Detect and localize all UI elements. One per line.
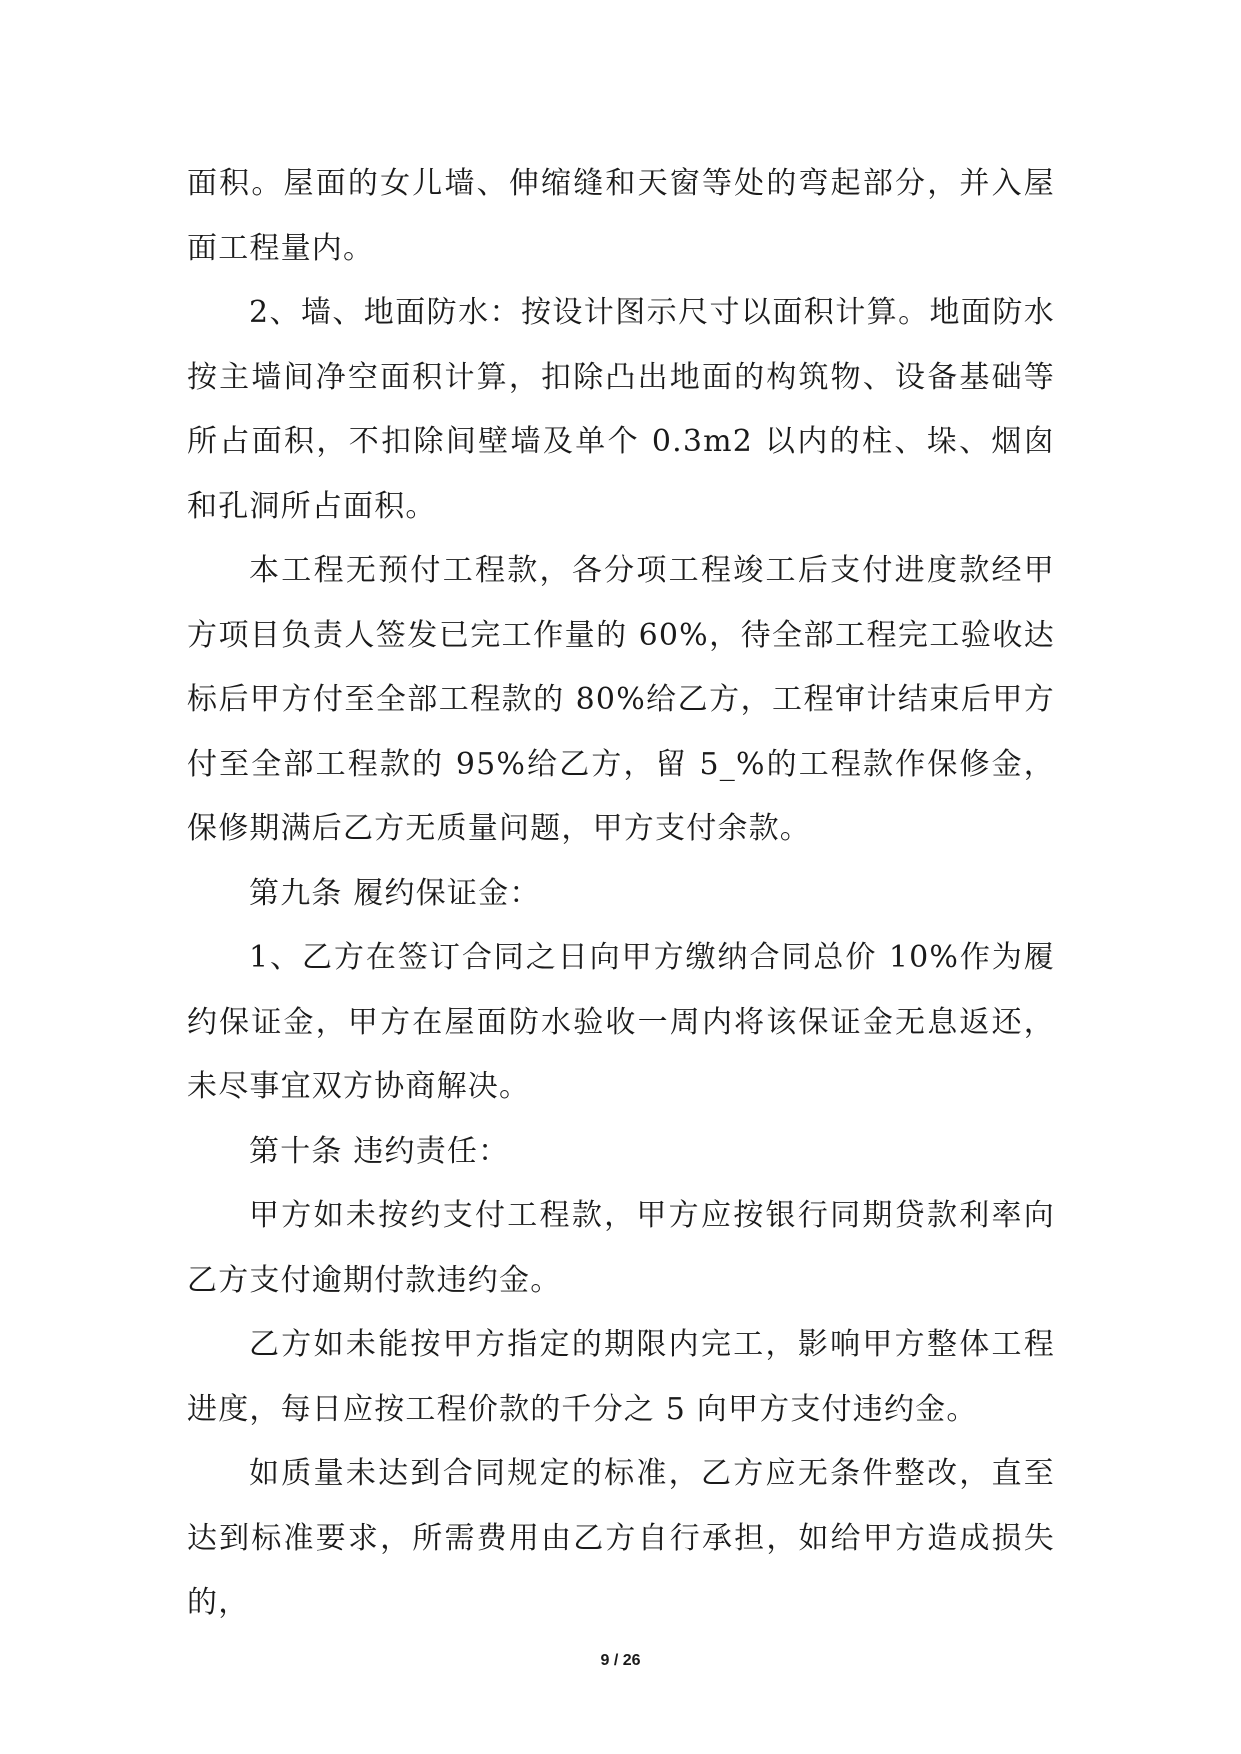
heading-article-10: 第十条 违约责任： <box>249 1133 510 1169</box>
paragraph-waterproofing-clause: 2、墙、地面防水：按设计图示尺寸以面积计算。地面防水按主墙间净空面积计算，扣除凸出地面的构筑物、设备基础等所占面积，不扣除间壁墙及单个 0.3m2 以内的柱、垛、烟囱和孔洞所占面积。 <box>187 295 1055 524</box>
paragraph-performance-bond: 1、乙方在签订合同之日向甲方缴纳合同总价 10%作为履约保证金，甲方在屋面防水验收一周内将该保证金无息返还，未尽事宜双方协商解决。 <box>187 940 1055 1104</box>
paragraph-quality-defect: 如质量未达到合同规定的标准，乙方应无条件整改，直至达到标准要求，所需费用由乙方自行承担，如给甲方造成损失的， <box>187 1456 1055 1620</box>
paragraph-party-a-breach: 甲方如未按约支付工程款，甲方应按银行同期贷款利率向乙方支付逾期付款违约金。 <box>187 1198 1055 1298</box>
page-number: 9 / 26 <box>600 1652 641 1669</box>
document-body <box>187 152 1055 1636</box>
heading-article-9: 第九条 履约保证金： <box>249 875 541 911</box>
paragraph-roof-area: 面积。屋面的女儿墙、伸缩缝和天窗等处的弯起部分，并入屋面工程量内。 <box>187 166 1055 266</box>
paragraph-payment-terms: 本工程无预付工程款，各分项工程竣工后支付进度款经甲方项目负责人签发已完工作量的 60%，待全部工程完工验收达标后甲方付至全部工程款的 80%给乙方，工程审计结束后甲方付至全部工程款的 95%给乙方，留 5_%的工程款作保修金，保修期满后乙方无质量问题，甲方支付余款。 <box>187 553 1055 846</box>
paragraph-party-b-delay: 乙方如未能按甲方指定的期限内完工，影响甲方整体工程进度，每日应按工程价款的千分之 5 向甲方支付违约金。 <box>187 1327 1055 1427</box>
